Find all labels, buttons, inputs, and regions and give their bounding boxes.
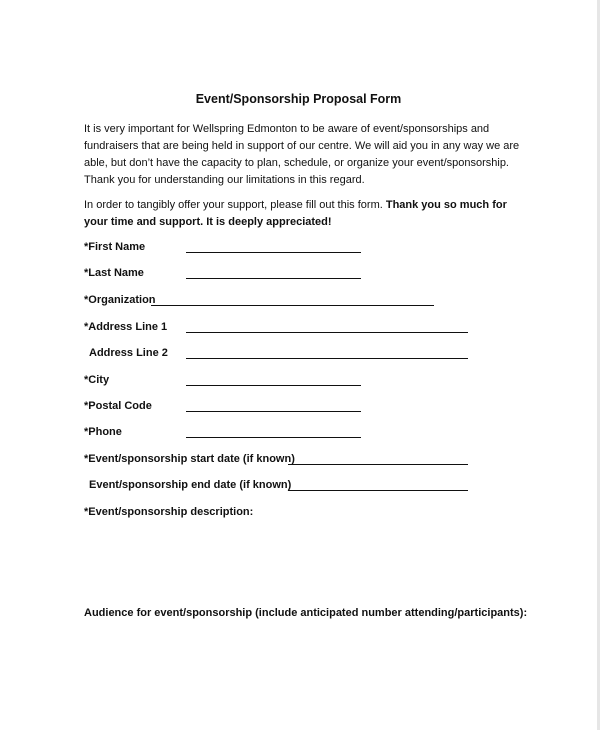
last-name-field bbox=[84, 266, 144, 280]
first-name-field bbox=[84, 240, 145, 254]
phone-label: *Phone bbox=[84, 426, 122, 438]
start-date-label: *Event/sponsorship start date (if known) bbox=[84, 453, 295, 465]
city-field bbox=[84, 373, 109, 387]
first-name-label: *First Name bbox=[84, 241, 146, 253]
description-field bbox=[84, 505, 253, 519]
start-date-input-line[interactable] bbox=[288, 464, 468, 465]
organization-field bbox=[84, 293, 156, 307]
last-name-label: *Last Name bbox=[84, 267, 144, 279]
address-line-2-label: Address Line 2 bbox=[89, 347, 168, 359]
phone-input-line[interactable] bbox=[186, 437, 361, 438]
first-name-input-line[interactable] bbox=[186, 252, 361, 253]
intro-paragraph: It is very important for Wellspring Edmonton to be aware of event/sponsorships and fundraisers that are being held in support of our centre. We will aid you in any way we are able, but don’t have the capacity to plan, schedule, or organize your event/sponsorship. Thank you for understanding our limitations in this regard. bbox=[84, 123, 520, 186]
address-line-1-input-line[interactable] bbox=[186, 332, 468, 333]
thank-you-text: Thank you so much for your time and support. It is deeply appreciated! bbox=[84, 199, 507, 228]
audience-answer-area[interactable] bbox=[84, 625, 524, 720]
request-text: In order to tangibly offer your support, please fill out this form. bbox=[84, 199, 386, 211]
address-line-1-label: *Address Line 1 bbox=[84, 321, 168, 333]
postal-code-field bbox=[84, 399, 152, 413]
address-line-2-input-line[interactable] bbox=[186, 358, 468, 359]
end-date-label: Event/sponsorship end date (if known) bbox=[89, 479, 292, 491]
description-answer-area[interactable] bbox=[84, 524, 524, 600]
request-paragraph bbox=[84, 197, 524, 231]
end-date-field bbox=[89, 478, 291, 492]
organization-input-line[interactable] bbox=[151, 305, 434, 306]
description-label: *Event/sponsorship description: bbox=[84, 506, 254, 518]
organization-label: *Organization bbox=[84, 294, 156, 306]
last-name-input-line[interactable] bbox=[186, 278, 361, 279]
address-line-2-field bbox=[89, 346, 168, 360]
start-date-field bbox=[84, 452, 295, 466]
city-input-line[interactable] bbox=[186, 385, 361, 386]
postal-code-input-line[interactable] bbox=[186, 411, 361, 412]
phone-field bbox=[84, 425, 122, 439]
audience-field bbox=[84, 606, 527, 620]
end-date-input-line[interactable] bbox=[288, 490, 468, 491]
postal-code-label: *Postal Code bbox=[84, 400, 152, 412]
form-title: Event/Sponsorship Proposal Form bbox=[195, 92, 402, 106]
address-line-1-field bbox=[84, 320, 167, 334]
audience-label: Audience for event/sponsorship (include anticipated number attending/participants): bbox=[84, 607, 528, 619]
city-label: *City bbox=[84, 374, 110, 386]
